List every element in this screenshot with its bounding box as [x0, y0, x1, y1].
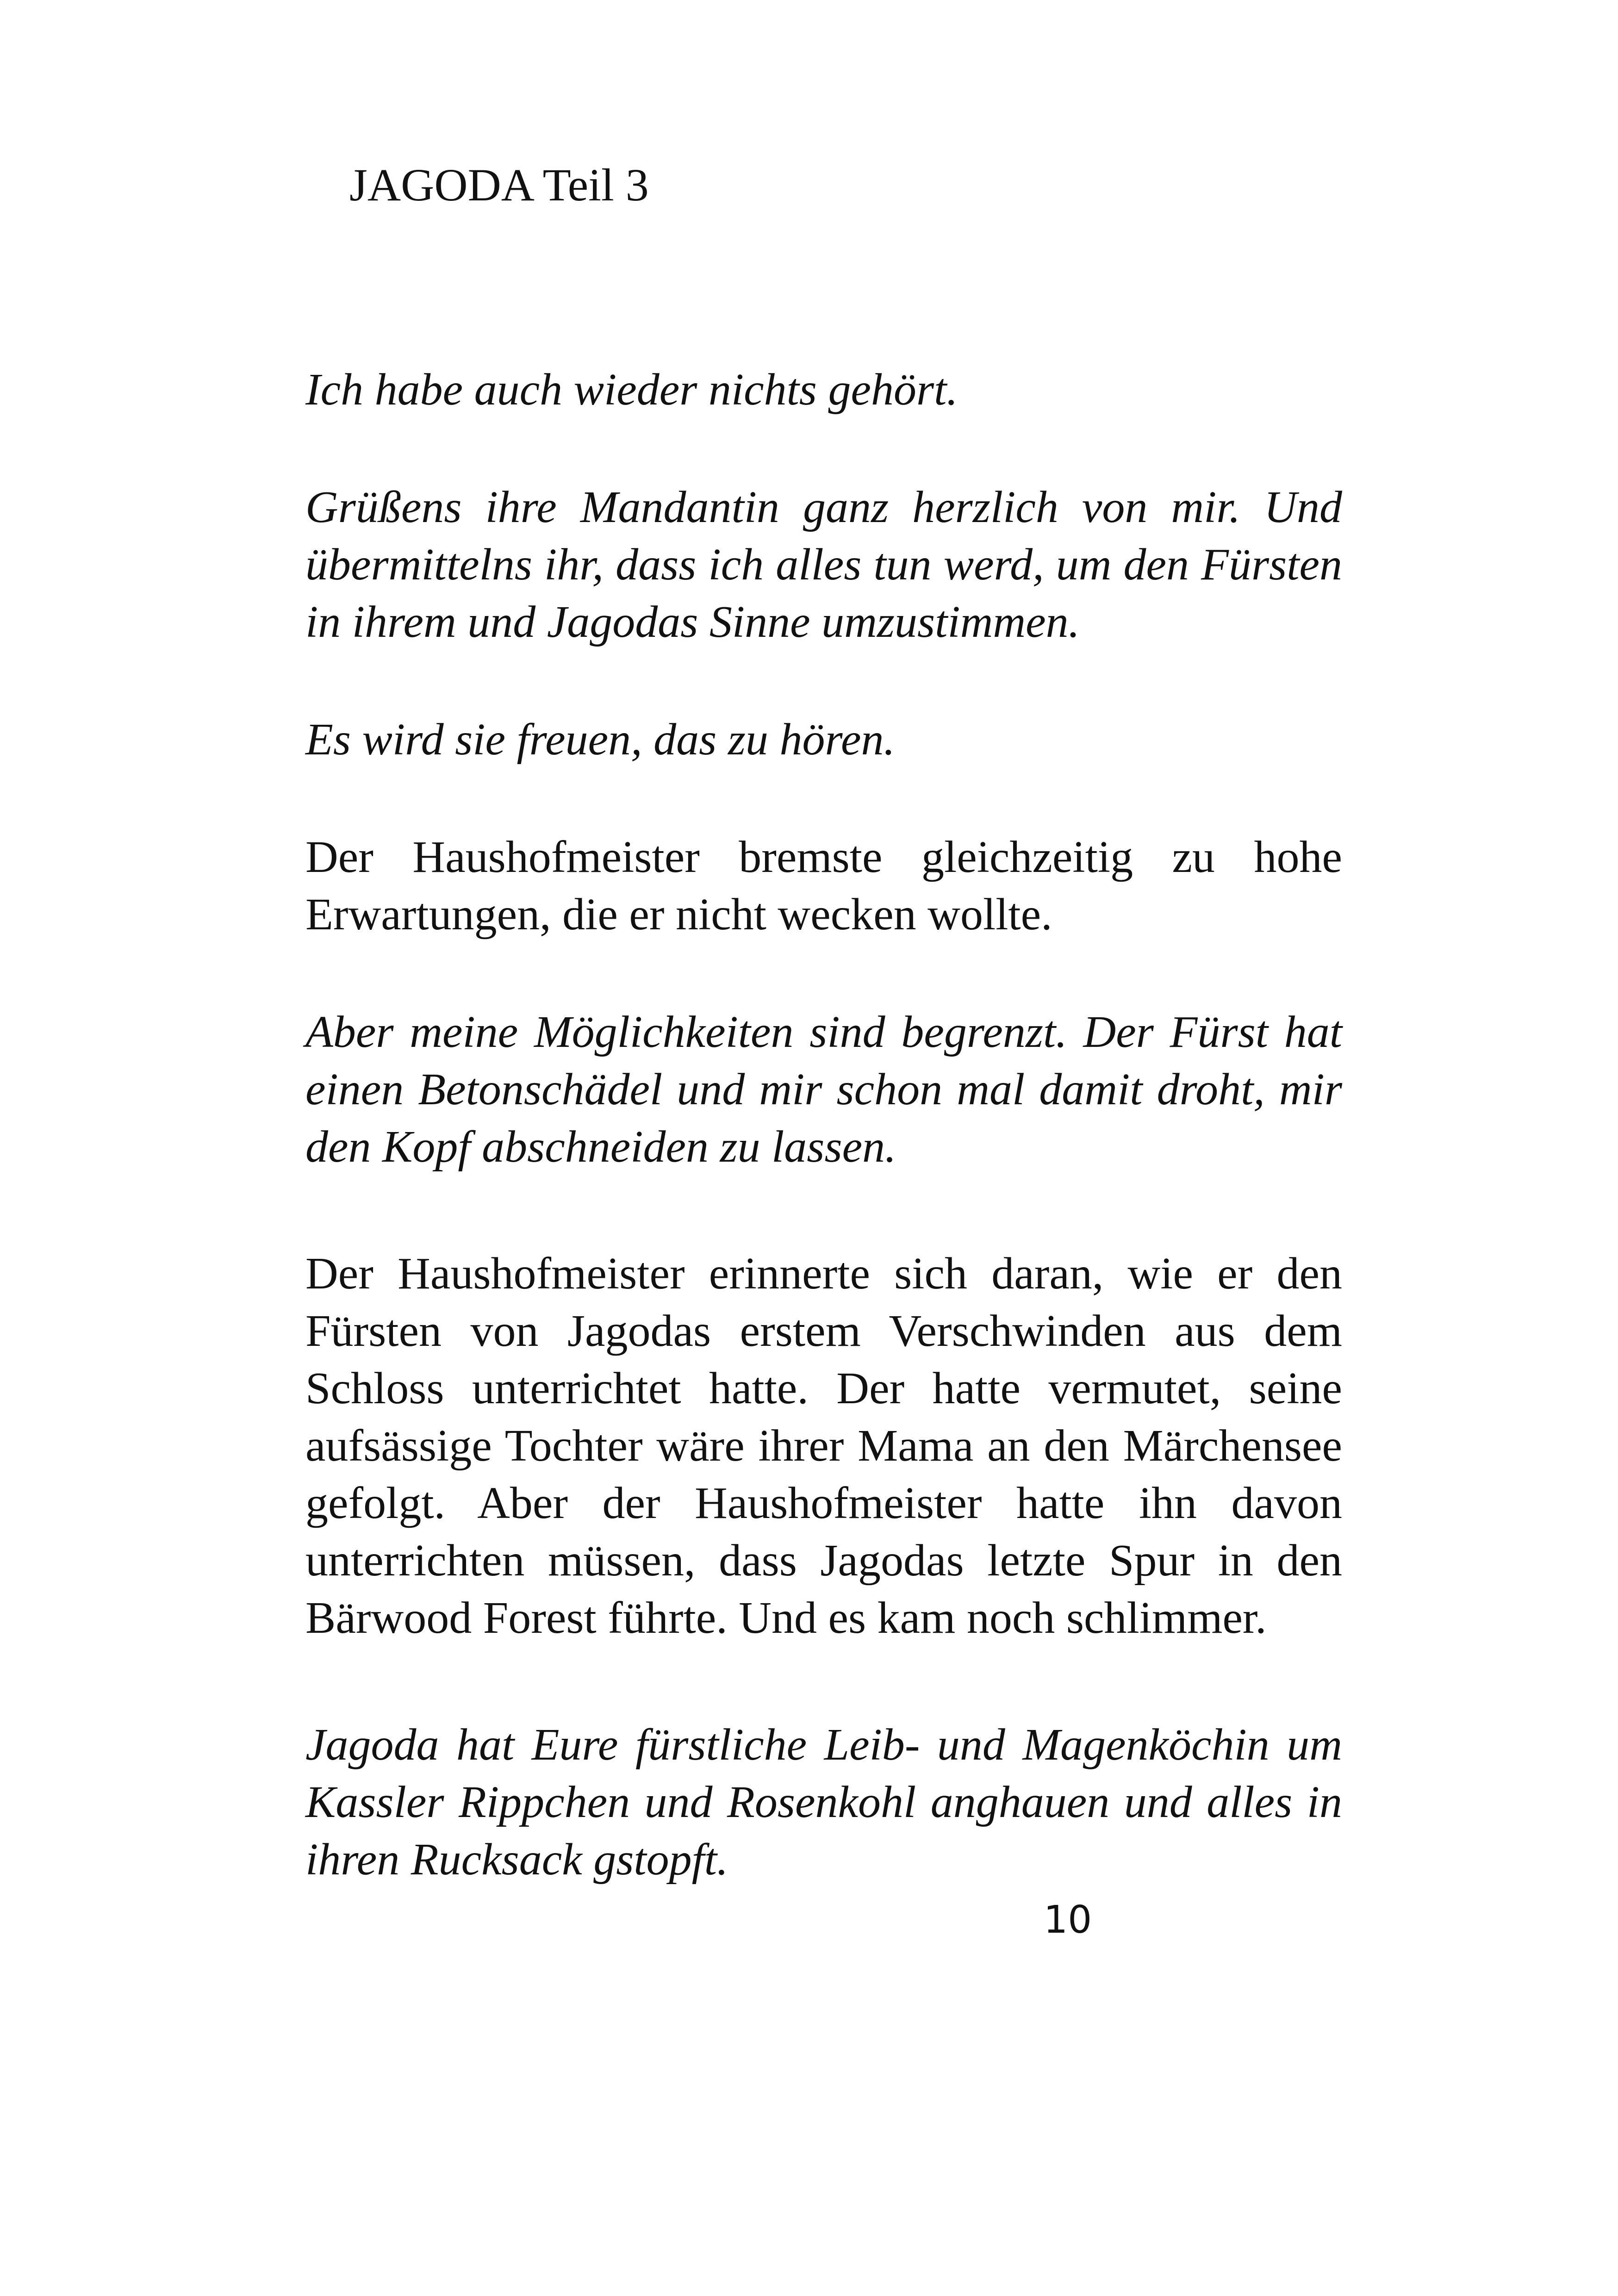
page-number: 10 [1044, 1898, 1092, 1942]
paragraph-narration: Der Haushofmeister erinnerte sich daran, wie er den Fürsten von Jagodas erstem Verschwinden aus dem Schloss unterrichtet hatte. Der hatte vermutet, seine aufsässige Tochter wäre ihrer Mama an den Märchensee gefolgt. Aber der Haushofmeister hatte ihn davon unterrichten müssen, dass Jagodas letzte Spur in den Bärwood Forest führte. Und es kam noch schlimmer. [305, 1249, 1342, 1643]
paragraph-dialog: Aber meine Möglichkeiten sind begrenzt. Der Fürst hat einen Betonschädel und mir schon mal damit droht, mir den Kopf abschneiden zu lassen. [305, 1007, 1342, 1172]
paragraph-dialog: Grüßens ihre Mandantin ganz herzlich von mir. Und übermittelns ihr, dass ich alles tun werd, um den Fürsten in ihrem und Jagodas Sinne umzustimmen. [305, 482, 1342, 647]
paragraph-narration: Der Haushofmeister bremste gleichzeitig zu hohe Erwartungen, die er nicht wecken wollte. [305, 832, 1342, 940]
page-body [305, 361, 1342, 1888]
paragraph-dialog: Ich habe auch wieder nichts gehört. [305, 365, 958, 415]
running-header: JAGODA Teil 3 [349, 159, 649, 211]
paragraph-dialog: Es wird sie freuen, das zu hören. [305, 715, 895, 765]
paragraph-dialog: Jagoda hat Eure fürstliche Leib- und Magenköchin um Kassler Rippchen und Rosenkohl anghauen und alles in ihren Rucksack gstopft. [305, 1720, 1342, 1885]
